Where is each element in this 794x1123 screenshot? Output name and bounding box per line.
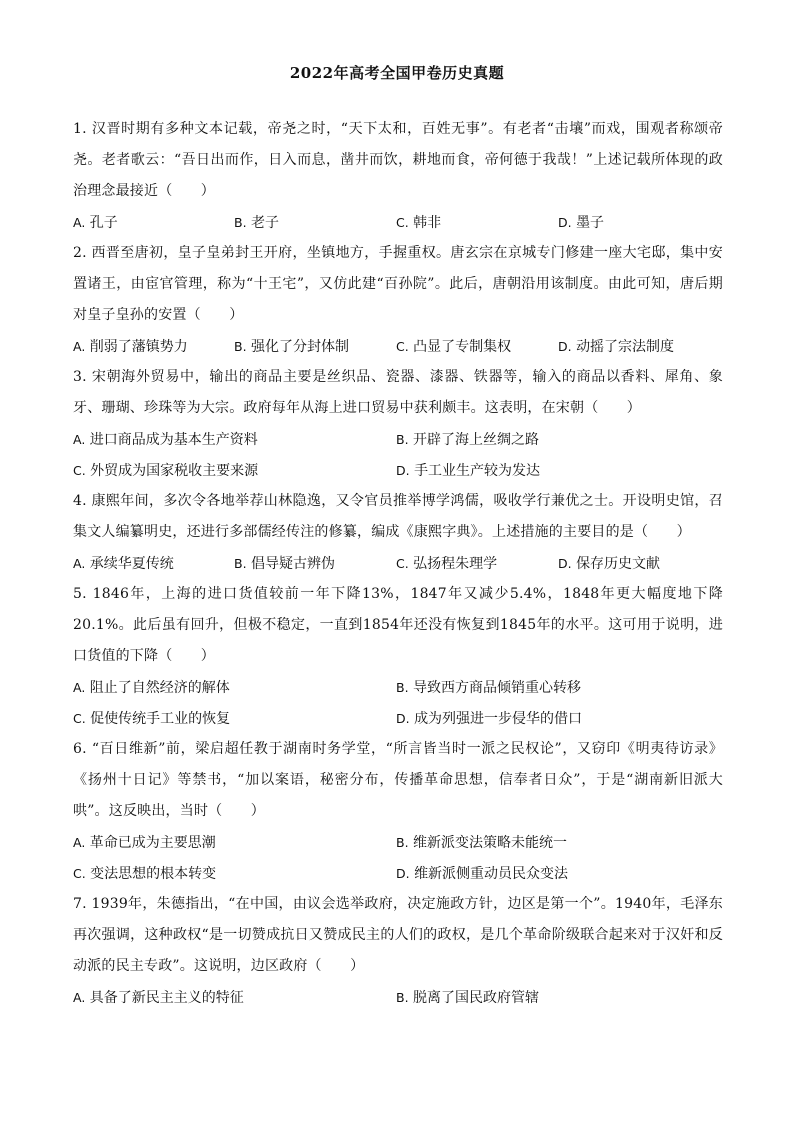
option-letter: C. (396, 215, 409, 230)
option-text: 强化了分封体制 (251, 339, 350, 355)
option-letter: A. (73, 215, 86, 230)
option-text: 凸显了专制集权 (413, 339, 512, 355)
option-a[interactable] (73, 548, 174, 580)
option-letter: A. (73, 835, 86, 850)
option-text: 具备了新民主主义的特征 (89, 990, 244, 1006)
option-b[interactable] (396, 982, 539, 1014)
option-a[interactable] (73, 982, 244, 1014)
option-c[interactable] (396, 207, 441, 239)
question-stem: 4. 康熙年间，多次令各地举荐山林隐逸，又令官员推举博学鸿儒，吸收学行兼优之士。开设明史馆，召集文人编纂明史，还进行多部儒经传注的修纂，编成《康熙字典》。上述措施的主要目的是（ ） (73, 493, 723, 540)
option-a[interactable] (73, 672, 230, 704)
option-letter: C. (396, 556, 409, 571)
question-stem: 2. 西晋至唐初，皇子皇弟封王开府，坐镇地方，手握重权。唐玄宗在京城专门修建一座大宅邸，集中安置诸王，由宦官管理，称为“十王宅”，又仿此建“百孙院”。此后，唐朝沿用该制度。由此可知，唐后期对皇子皇孙的安置（ ） (73, 245, 723, 323)
option-letter: B. (396, 432, 409, 447)
question-stem: 7. 1939年，朱德指出，“在中国，由议会选举政府，决定施政方针，边区是第一个”。1940年，毛泽东再次强调，这种政权“是一切赞成抗日又赞成民主的人们的政权，是几个革命阶级联合起来对于汉奸和反动派的民主专政”。这说明，边区政府（ ） (73, 896, 723, 974)
option-letter: D. (396, 463, 410, 478)
option-text: 导致西方商品倾销重心转移 (413, 680, 582, 696)
option-letter: D. (558, 556, 572, 571)
option-letter: B. (396, 835, 409, 850)
option-text: 倡导疑古辨伪 (251, 556, 336, 572)
option-row (73, 207, 723, 238)
option-d[interactable] (396, 858, 568, 890)
option-text: 外贸成为国家税收主要来源 (90, 463, 259, 479)
option-letter: B. (234, 556, 247, 571)
page-title: 2022年高考全国甲卷历史真题 (289, 64, 505, 82)
option-letter: B. (396, 680, 409, 695)
question-6 (73, 734, 723, 889)
option-letter: D. (558, 339, 572, 354)
option-text: 手工业生产较为发达 (414, 463, 541, 479)
option-text: 阻止了自然经济的解体 (89, 680, 230, 696)
option-b[interactable] (234, 207, 279, 239)
option-text: 保存历史文献 (576, 556, 661, 572)
option-d[interactable] (558, 548, 660, 580)
option-letter: C. (73, 866, 86, 881)
option-text: 老子 (251, 215, 280, 231)
option-letter: A. (73, 990, 86, 1005)
option-b[interactable] (234, 331, 349, 363)
question-1 (73, 114, 723, 238)
option-letter: B. (396, 990, 409, 1005)
option-text: 韩非 (413, 215, 442, 231)
option-d[interactable] (396, 455, 540, 487)
option-letter: C. (73, 711, 86, 726)
option-text: 承续华夏传统 (89, 556, 174, 572)
option-b[interactable] (396, 827, 567, 859)
option-a[interactable] (73, 424, 258, 456)
option-letter: A. (73, 339, 86, 354)
option-text: 墨子 (576, 215, 605, 231)
question-stem: 3. 宋朝海外贸易中，输出的商品主要是丝织品、瓷器、漆器、铁器等，输入的商品以香料、犀角、象牙、珊瑚、珍珠等为大宗。政府每年从海上进口贸易中获利颇丰。这表明，在宋朝（ ） (73, 369, 723, 416)
option-c[interactable] (396, 548, 497, 580)
option-text: 成为列强进一步侵华的借口 (414, 711, 583, 727)
option-text: 脱离了国民政府管辖 (413, 990, 540, 1006)
question-stem: 5. 1846年，上海的进口货值较前一年下降13%，1847年又减少5.4%，1848年更大幅度地下降20.1%。此后虽有回升，但极不稳定，一直到1854年还没有恢复到1845年的水平。这可用于说明，进口货值的下降（ ） (73, 586, 723, 664)
option-c[interactable] (73, 455, 258, 487)
option-text: 削弱了藩镇势力 (89, 339, 188, 355)
option-row (73, 672, 723, 703)
option-c[interactable] (73, 858, 216, 890)
option-text: 变法思想的根本转变 (90, 866, 217, 882)
option-letter: C. (73, 463, 86, 478)
option-text: 孔子 (89, 215, 118, 231)
option-letter: A. (73, 680, 86, 695)
option-b[interactable] (396, 672, 581, 704)
question-7 (73, 889, 723, 1013)
option-row (73, 827, 723, 858)
option-c[interactable] (396, 331, 511, 363)
option-text: 开辟了海上丝绸之路 (413, 432, 540, 448)
question-3 (73, 362, 723, 486)
option-row (73, 703, 723, 734)
option-row (73, 331, 723, 362)
option-row (73, 982, 723, 1013)
option-text: 弘扬程朱理学 (413, 556, 498, 572)
option-row (73, 424, 723, 455)
question-stem: 1. 汉晋时期有多种文本记载，帝尧之时，“天下太和，百姓无事”。有老者“击壤”而戏，围观者称颂帝尧。老者歌云：“吾日出而作，日入而息，凿井而饮，耕地而食，帝何德于我哉！”上述记载所体现的政治理念最接近（ ） (73, 121, 723, 199)
option-row (73, 548, 723, 579)
option-d[interactable] (558, 331, 674, 363)
option-letter: A. (73, 556, 86, 571)
option-d[interactable] (396, 703, 582, 735)
option-letter: B. (234, 215, 247, 230)
option-c[interactable] (73, 703, 230, 735)
option-text: 促使传统手工业的恢复 (90, 711, 231, 727)
option-text: 维新派侧重动员民众变法 (414, 866, 569, 882)
option-row (73, 455, 723, 486)
option-d[interactable] (558, 207, 604, 239)
option-a[interactable] (73, 331, 188, 363)
question-4 (73, 486, 723, 579)
option-b[interactable] (234, 548, 335, 580)
option-a[interactable] (73, 827, 216, 859)
option-text: 革命已成为主要思潮 (89, 835, 216, 851)
question-stem: 6. “百日维新”前，梁启超任教于湖南时务学堂，“所言皆当时一派之民权论”，又窃印《明夷待访录》《扬州十日记》等禁书，“加以案语，秘密分布，传播革命思想，信奉者日众”，于是“湖南新旧派大哄”。这反映出，当时（ ） (73, 741, 723, 819)
option-letter: D. (396, 866, 410, 881)
question-5 (73, 579, 723, 734)
option-text: 维新派变法策略未能统一 (413, 835, 568, 851)
option-letter: C. (396, 339, 409, 354)
option-b[interactable] (396, 424, 539, 456)
option-letter: A. (73, 432, 86, 447)
option-letter: D. (396, 711, 410, 726)
question-2 (73, 238, 723, 362)
option-row (73, 858, 723, 889)
option-letter: D. (558, 215, 572, 230)
option-text: 动摇了宗法制度 (576, 339, 675, 355)
option-a[interactable] (73, 207, 118, 239)
option-letter: B. (234, 339, 247, 354)
question-list (73, 114, 723, 1013)
option-text: 进口商品成为基本生产资料 (89, 432, 258, 448)
